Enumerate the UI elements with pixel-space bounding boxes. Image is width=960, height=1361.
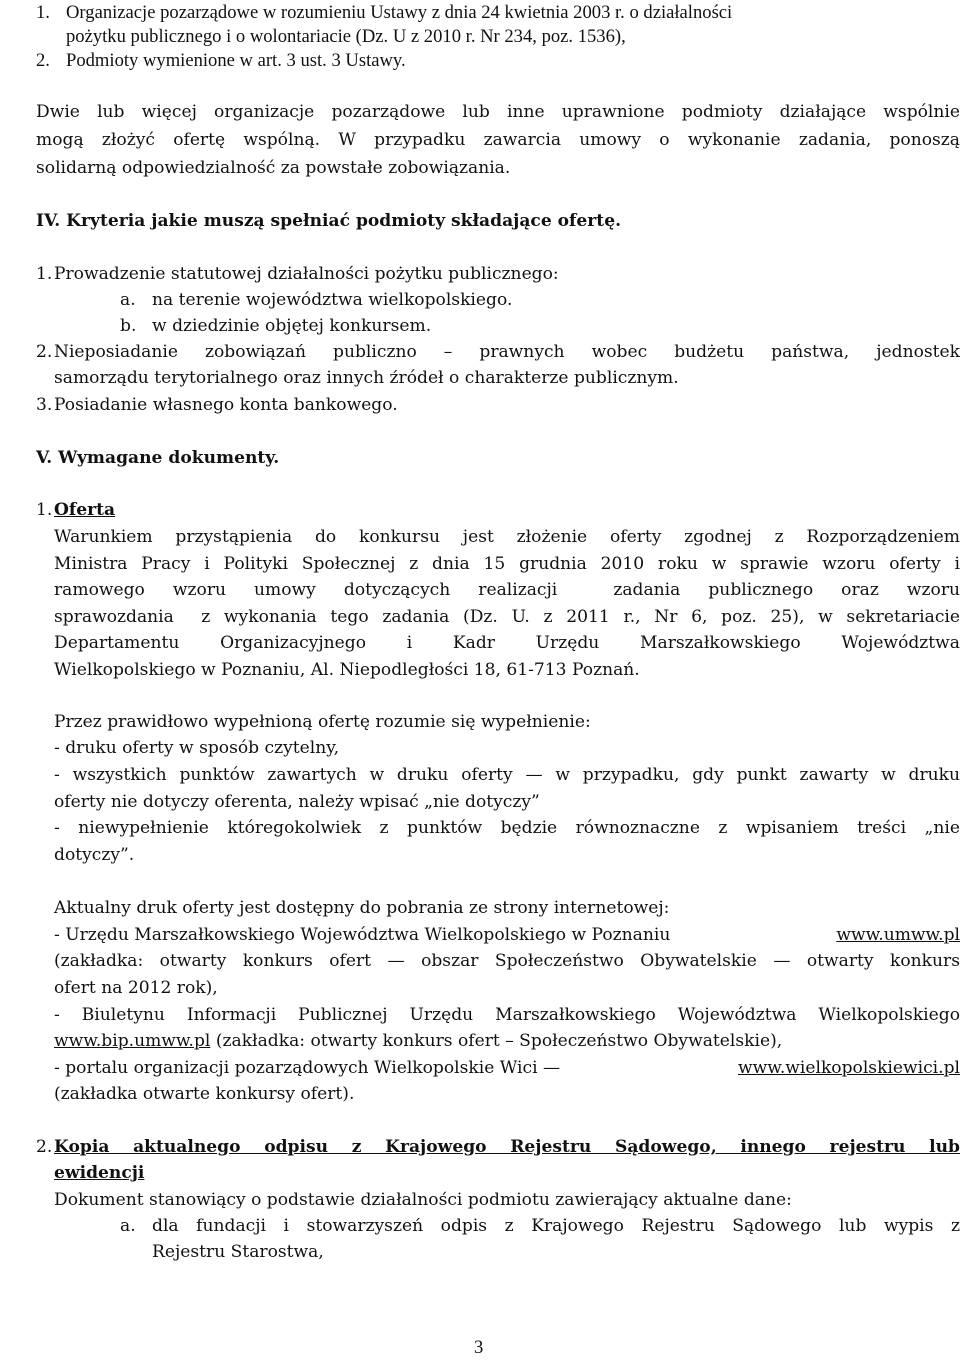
filled-offer-line-4: - niewypełnienie któregokolwiek z punktów będzie równoznaczne z wpisaniem treści „nie [54, 818, 960, 838]
intro-item-1-line-2: pożytku publicznego i o wolontariacie (Dz. U z 2010 r. Nr 234, poz. 1536), [66, 26, 626, 47]
filled-offer-intro: Przez prawidłowo wypełnioną ofertę rozumie się wypełnienie: [54, 712, 591, 732]
section-v-heading: V. Wymagane dokumenty. [36, 448, 280, 468]
download-line-1-text: - Urzędu Marszałkowskiego Województwa Wielkopolskiego w Poznaniu [54, 925, 671, 945]
download-line-5-text: (zakładka: otwarty konkurs ofert – Społeczeństwo Obywatelskie), [215, 1031, 783, 1051]
joint-offer-line-2: mogą złożyć ofertę wspólną. W przypadku zawarcia umowy o wykonanie zadania, ponoszą [36, 130, 960, 150]
bip-link[interactable]: www.bip.umww.pl [54, 1031, 211, 1051]
filled-offer-line-5: dotyczy”. [54, 845, 135, 865]
criterion-1b-letter: b. [120, 316, 137, 336]
intro-item-2-number: 2. [36, 50, 50, 71]
criterion-3-text: Posiadanie własnego konta bankowego. [54, 395, 398, 415]
criterion-1a-text: na terenie województwa wielkopolskiego. [152, 290, 513, 310]
offer-condition-line-3: ramowego wzoru umowy dotyczących realizacji zadania publicznego oraz wzoru [54, 580, 960, 600]
download-line-4: - Biuletynu Informacji Publicznej Urzędu Marszałkowskiego Województwa Wielkopolskiego [54, 1005, 960, 1025]
document-2-title-line-2: ewidencji [54, 1163, 145, 1183]
document-2a-line-2: Rejestru Starostwa, [152, 1242, 324, 1262]
joint-offer-line-3: solidarną odpowiedzialność za powstałe zobowiązania. [36, 158, 511, 178]
download-line-2: (zakładka: otwarty konkurs ofert — obszar Społeczeństwo Obywatelskie — otwarty konkurs [54, 951, 960, 971]
umww-link[interactable]: www.umww.pl [836, 925, 960, 945]
document-2-text: Dokument stanowiący o podstawie działalności podmiotu zawierający aktualne dane: [54, 1190, 792, 1210]
criterion-2-line-2: samorządu terytorialnego oraz innych źródeł o charakterze publicznym. [54, 368, 679, 388]
download-line-6-text: - portalu organizacji pozarządowych Wielkopolskie Wici — [54, 1058, 561, 1078]
document-2-number: 2. [36, 1137, 53, 1157]
offer-condition-line-4: sprawozdania z wykonania tego zadania (Dz. U. z 2011 r., Nr 6, poz. 25), w sekretariacie [54, 607, 960, 627]
filled-offer-line-3: oferty nie dotyczy oferenta, należy wpisać „nie dotyczy” [54, 792, 540, 812]
criterion-2-line-1: Nieposiadanie zobowiązań publiczno – prawnych wobec budżetu państwa, jednostek [54, 342, 960, 362]
download-intro: Aktualny druk oferty jest dostępny do pobrania ze strony internetowej: [54, 898, 670, 918]
document-2-title-line-1: Kopia aktualnego odpisu z Krajowego Rejestru Sądowego, innego rejestru lub [54, 1137, 960, 1157]
criterion-1-text: Prowadzenie statutowej działalności pożytku publicznego: [54, 264, 559, 284]
wici-link[interactable]: www.wielkopolskiewici.pl [737, 1058, 960, 1078]
download-line-1 [54, 925, 960, 945]
download-line-6 [54, 1058, 960, 1078]
intro-item-1-line-1 [66, 2, 960, 24]
intro-item-1-line-1-text: Organizacje pozarządowe w rozumieniu Ustawy z dnia 24 kwietnia 2003 r. o działalności [66, 2, 733, 23]
page-number: 3 [474, 1337, 484, 1358]
offer-condition-line-1: Warunkiem przystąpienia do konkursu jest złożenie oferty zgodnej z Rozporządzeniem [54, 527, 960, 547]
download-line-5 [54, 1031, 782, 1051]
offer-condition-line-2: Ministra Pracy i Polityki Społecznej z dnia 15 grudnia 2010 roku w sprawie wzoru oferty i [54, 554, 960, 574]
document-2a-line-1: dla fundacji i stowarzyszeń odpis z Krajowego Rejestru Sądowego lub wypis z [152, 1216, 960, 1236]
download-line-7: (zakładka otwarte konkursy ofert). [54, 1084, 355, 1104]
criterion-2-number: 2. [36, 342, 53, 362]
intro-item-2-text: Podmioty wymienione w art. 3 ust. 3 Ustawy. [66, 50, 406, 71]
offer-condition-line-5: Departamentu Organizacyjnego i Kadr Urzędu Marszałkowskiego Województwa [54, 633, 960, 653]
document-2a-letter: a. [120, 1216, 136, 1236]
download-line-3: ofert na 2012 rok), [54, 978, 218, 998]
criterion-1a-letter: a. [120, 290, 136, 310]
criterion-1-number: 1. [36, 264, 53, 284]
criterion-3-number: 3. [36, 395, 53, 415]
filled-offer-line-2: - wszystkich punktów zawartych w druku oferty — w przypadku, gdy punkt zawarty w druku [54, 765, 960, 785]
filled-offer-line-1: - druku oferty w sposób czytelny, [54, 738, 340, 758]
intro-item-1-number: 1. [36, 2, 50, 23]
document-1-number: 1. [36, 500, 53, 520]
offer-condition-line-6: Wielkopolskiego w Poznaniu, Al. Niepodległości 18, 61-713 Poznań. [54, 660, 640, 680]
joint-offer-line-1: Dwie lub więcej organizacje pozarządowe lub inne uprawnione podmioty działające wspólnie [36, 102, 960, 122]
criterion-1b-text: w dziedzinie objętej konkursem. [152, 316, 432, 336]
document-1-title: Oferta [54, 500, 116, 520]
section-iv-heading: IV. Kryteria jakie muszą spełniać podmioty składające ofertę. [36, 211, 622, 231]
